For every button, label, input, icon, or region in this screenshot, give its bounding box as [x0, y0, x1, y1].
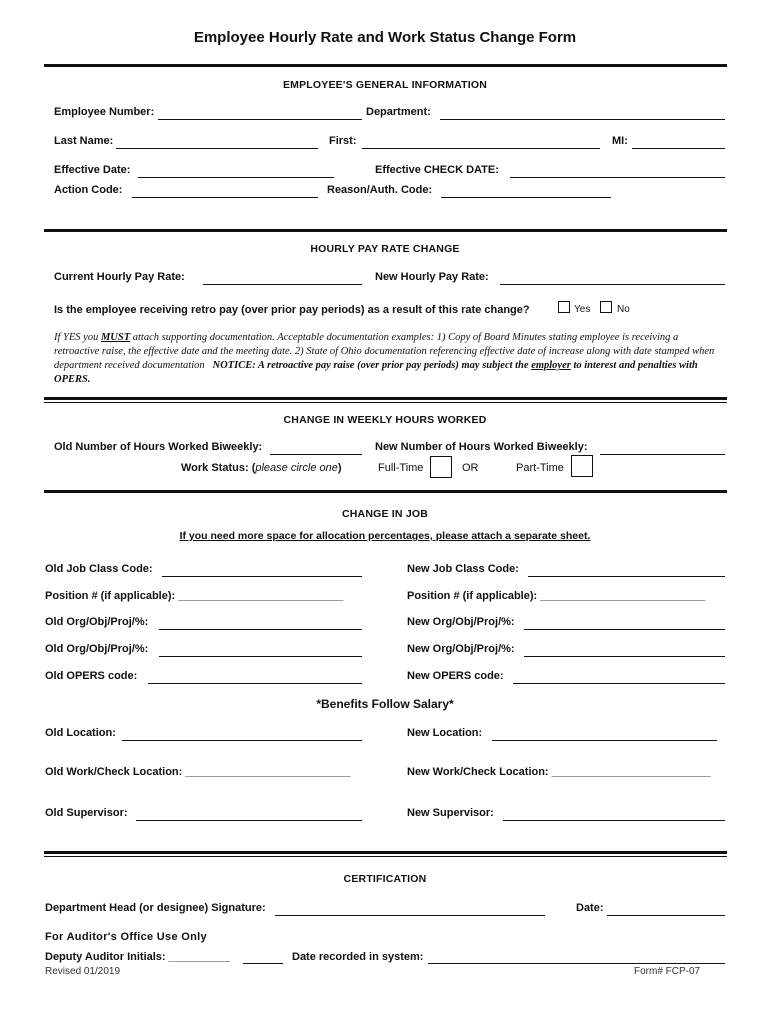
- reason-code-label: Reason/Auth. Code:: [327, 184, 433, 196]
- new-work-check-label[interactable]: New Work/Check Location: __________________________: [407, 766, 711, 778]
- old-location-field[interactable]: [122, 740, 362, 741]
- old-org-label-2: Old Org/Obj/Proj/%:: [45, 643, 149, 655]
- effective-check-date-field[interactable]: [510, 177, 725, 178]
- section-divider: [44, 402, 727, 403]
- section-divider: [44, 64, 727, 67]
- notice-tail: to interest and penalties with OPERS.: [54, 360, 698, 385]
- job-subheader: If you need more space for allocation percentages, please attach a separate sheet.: [179, 530, 591, 542]
- change-in-job-header: CHANGE IN JOB: [341, 508, 429, 520]
- new-location-label: New Location:: [407, 727, 483, 739]
- current-pay-rate-label: Current Hourly Pay Rate:: [54, 271, 185, 283]
- page-title: Employee Hourly Rate and Work Status Change Form: [193, 29, 577, 46]
- retro-no-label: No: [617, 304, 630, 315]
- new-supervisor-field[interactable]: [503, 820, 725, 821]
- old-supervisor-field[interactable]: [136, 820, 362, 821]
- section-divider: [44, 229, 727, 232]
- hours-header: CHANGE IN WEEKLY HOURS WORKED: [283, 414, 487, 426]
- current-pay-rate-field[interactable]: [203, 284, 362, 285]
- deputy-initials-field[interactable]: [243, 963, 283, 964]
- new-org-field-1[interactable]: [524, 629, 725, 630]
- cert-date-field[interactable]: [607, 915, 725, 916]
- certification-header: CERTIFICATION: [343, 873, 427, 885]
- old-opers-label: Old OPERS code:: [45, 670, 138, 682]
- new-position-label[interactable]: Position # (if applicable): ___________________________: [407, 590, 706, 602]
- auditor-office-label: For Auditor's Office Use Only: [45, 931, 207, 943]
- new-org-label-1: New Org/Obj/Proj/%:: [407, 616, 515, 628]
- notice-lead: NOTICE: A retroactive pay raise (over prior pay periods) may subject the: [212, 360, 529, 371]
- old-location-label: Old Location:: [45, 727, 116, 739]
- last-name-label: Last Name:: [54, 135, 114, 147]
- department-label: Department:: [366, 106, 431, 118]
- form-number: Form# FCP-07: [634, 966, 701, 977]
- employee-number-label: Employee Number:: [54, 106, 155, 118]
- date-recorded-label: Date recorded in system:: [292, 951, 424, 963]
- new-location-field[interactable]: [492, 740, 717, 741]
- part-time-box[interactable]: [571, 455, 593, 477]
- retro-pay-question: Is the employee receiving retro pay (over prior pay periods) as a result of this rate change?: [54, 304, 530, 316]
- retro-yes-label: Yes: [574, 304, 591, 315]
- new-pay-rate-field[interactable]: [500, 284, 725, 285]
- last-name-field[interactable]: [116, 148, 318, 149]
- new-job-class-field[interactable]: [528, 576, 725, 577]
- dept-head-signature-field[interactable]: [275, 915, 545, 916]
- section-divider: [44, 851, 727, 854]
- retro-pay-note: [54, 331, 724, 387]
- date-recorded-field[interactable]: [428, 963, 725, 964]
- general-info-header: EMPLOYEE'S GENERAL INFORMATION: [282, 79, 488, 91]
- action-code-field[interactable]: [132, 197, 318, 198]
- employee-number-field[interactable]: [158, 119, 362, 120]
- section-divider: [44, 856, 727, 857]
- mi-field[interactable]: [632, 148, 725, 149]
- new-pay-rate-label: New Hourly Pay Rate:: [375, 271, 489, 283]
- old-opers-field[interactable]: [148, 683, 362, 684]
- dept-head-signature-label: Department Head (or designee) Signature:: [45, 902, 266, 914]
- old-org-label-1: Old Org/Obj/Proj/%:: [45, 616, 149, 628]
- reason-code-field[interactable]: [441, 197, 611, 198]
- mi-label: MI:: [612, 135, 628, 147]
- note-body: attach supporting documentation. Acceptable documentation examples: 1) Copy of Board Minutes stating employee is receiving a retroactive raise, the effective date and the meeting date. 2) State of Ohio documentation referencing effective date of increase along with date stamped when department received documentation: [54, 332, 715, 371]
- or-label: OR: [462, 462, 479, 474]
- action-code-label: Action Code:: [54, 184, 123, 196]
- new-opers-label: New OPERS code:: [407, 670, 504, 682]
- first-name-field[interactable]: [362, 148, 600, 149]
- effective-date-label: Effective Date:: [54, 164, 131, 176]
- work-status-close: ): [337, 462, 342, 474]
- old-org-field-1[interactable]: [159, 629, 362, 630]
- new-org-field-2[interactable]: [524, 656, 725, 657]
- full-time-label: Full-Time: [378, 462, 424, 474]
- revised-date: Revised 01/2019: [45, 966, 121, 977]
- new-hours-label: New Number of Hours Worked Biweekly:: [375, 441, 588, 453]
- section-divider: [44, 397, 727, 400]
- new-org-label-2: New Org/Obj/Proj/%:: [407, 643, 515, 655]
- first-name-label: First:: [329, 135, 357, 147]
- old-position-label[interactable]: Position # (if applicable): ___________________________: [45, 590, 344, 602]
- work-status-label: [181, 462, 342, 474]
- work-status-hint: please circle one: [255, 462, 338, 474]
- notice-employer: employer: [531, 360, 571, 371]
- note-lead: If YES you: [54, 332, 99, 343]
- old-hours-label: Old Number of Hours Worked Biweekly:: [54, 441, 263, 453]
- old-supervisor-label: Old Supervisor:: [45, 807, 128, 819]
- work-status-open: Work Status: (: [181, 462, 256, 474]
- retro-no-checkbox[interactable]: [600, 301, 612, 313]
- old-job-class-field[interactable]: [162, 576, 362, 577]
- old-job-class-label: Old Job Class Code:: [45, 563, 153, 575]
- old-hours-field[interactable]: [270, 454, 362, 455]
- full-time-box[interactable]: [430, 456, 452, 478]
- old-work-check-label[interactable]: Old Work/Check Location: ___________________________: [45, 766, 351, 778]
- benefits-note: *Benefits Follow Salary*: [316, 697, 454, 711]
- old-org-field-2[interactable]: [159, 656, 362, 657]
- pay-rate-header: HOURLY PAY RATE CHANGE: [310, 243, 460, 255]
- cert-date-label: Date:: [576, 902, 604, 914]
- new-hours-field[interactable]: [600, 454, 725, 455]
- part-time-label: Part-Time: [516, 462, 564, 474]
- section-divider: [44, 490, 727, 493]
- effective-check-date-label: Effective CHECK DATE:: [375, 164, 499, 176]
- note-must: MUST: [100, 332, 131, 343]
- department-field[interactable]: [440, 119, 725, 120]
- new-supervisor-label: New Supervisor:: [407, 807, 494, 819]
- effective-date-field[interactable]: [138, 177, 334, 178]
- new-opers-field[interactable]: [513, 683, 725, 684]
- new-job-class-label: New Job Class Code:: [407, 563, 519, 575]
- deputy-initials-label[interactable]: Deputy Auditor Initials: __________: [45, 951, 230, 963]
- retro-yes-checkbox[interactable]: [558, 301, 570, 313]
